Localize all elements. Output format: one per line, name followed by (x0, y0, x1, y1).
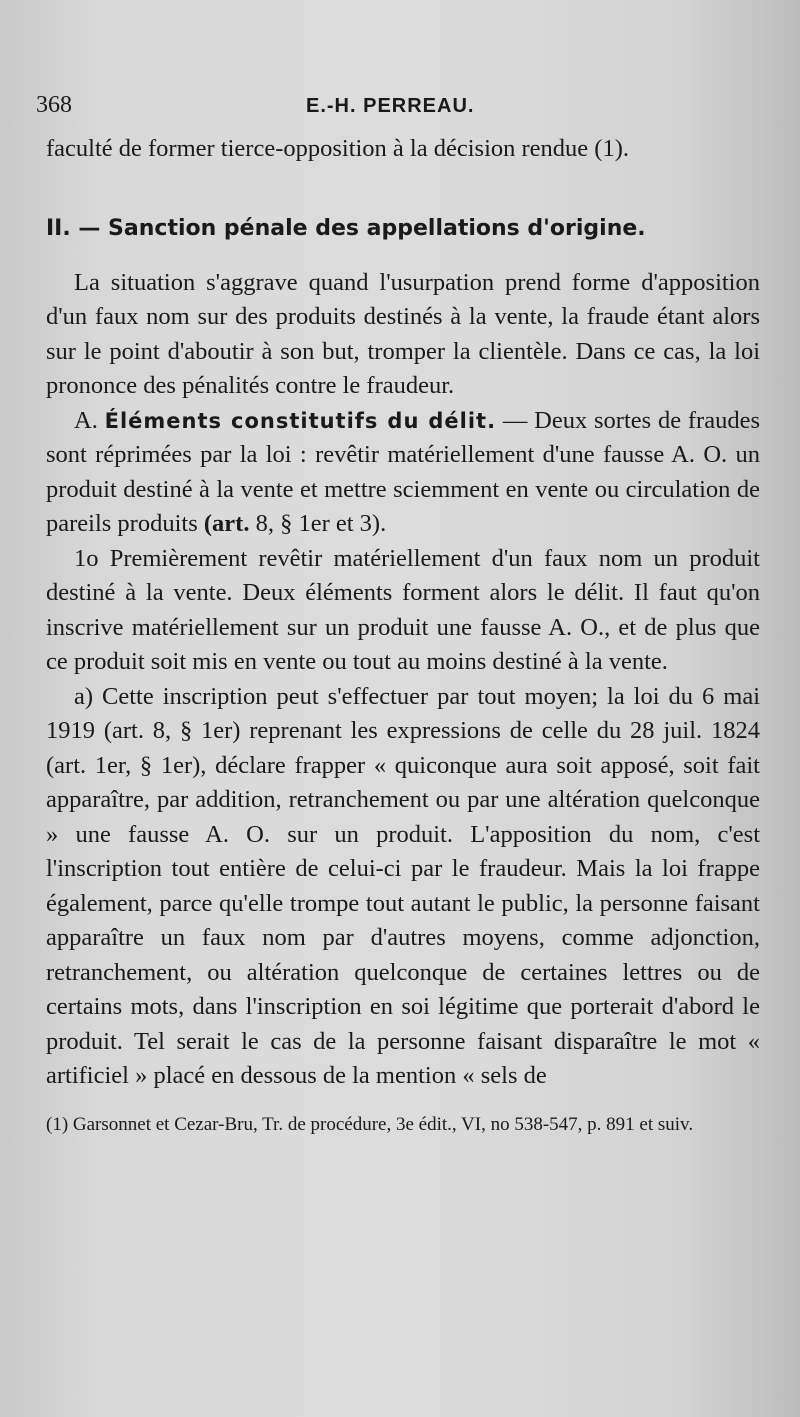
page-number: 368 (36, 92, 72, 118)
page-header (36, 92, 760, 132)
article-reference: (art. (203, 510, 250, 537)
paragraph-inscription: a) Cette inscription peut s'effectuer par tout moyen; la loi du 6 mai 1919 (art. 8, § 1er) reprenant les expressions de celle du 28 juil. 1824 (art. 1er, § 1er), déclare frapper « quiconque aura soit apposé, soit fait apparaître, par addition, retranchement ou par une altération quelconque » une fausse A. O. sur un produit. L'apposition du nom, c'est l'inscription tout entière de celui-ci par le fraudeur. Mais la loi frappe également, parce qu'elle trompe tout autant le public, la personne faisant apparaître un faux nom par d'autres moyens, comme adjonction, retranchement, ou altération quelconque de certaines lettres ou de certains mots, dans l'inscription en soi légitime que porterait d'abord le produit. Tel serait le cas de la personne faisant disparaître le mot « artificiel » placé en dessous de la mention « sels de (46, 682, 760, 1089)
subsection-letter: A. (74, 406, 98, 434)
paragraph-situation: La situation s'aggrave quand l'usurpation prend forme d'apposition d'un faux nom sur des produits destinés à la vente, la fraude étant alors sur le point d'aboutir à son but, tromper la clientèle. Dans ce cas, la loi prononce des pénalités contre le fraudeur. (46, 268, 760, 399)
paragraph-elements-end: 8, § 1er et 3). (249, 510, 387, 537)
section-title: II. — Sanction pénale des appellations d'origine. (46, 215, 646, 241)
running-head: E.-H. PERREAU. (306, 95, 475, 117)
paragraph-elements (46, 404, 760, 542)
paragraph-first-point: 1o Premièrement revêtir matériellement d'un faux nom un produit destiné à la vente. Deux éléments forment alors le délit. Il faut qu'on inscrive matériellement sur un produit une fausse A. O., et de plus que ce produit soit mis en vente ou tout au moins destiné à la vente. (46, 544, 760, 675)
subsection-heading: Éléments constitutifs du délit. (104, 408, 497, 433)
paragraph-elements-text: — Deux sortes de fraudes sont réprimées par la loi : revêtir matériellement d'une fausse A. O. un produit destiné à la vente et mettre sciemment en vente ou circulation de pareils produits (46, 406, 760, 537)
paragraph-continuation: faculté de former tierce-opposition à la décision rendue (1). (46, 135, 629, 162)
footnote: (1) Garsonnet et Cezar-Bru, Tr. de procédure, 3e édit., VI, no 538-547, p. 891 et suiv. (46, 1113, 694, 1135)
